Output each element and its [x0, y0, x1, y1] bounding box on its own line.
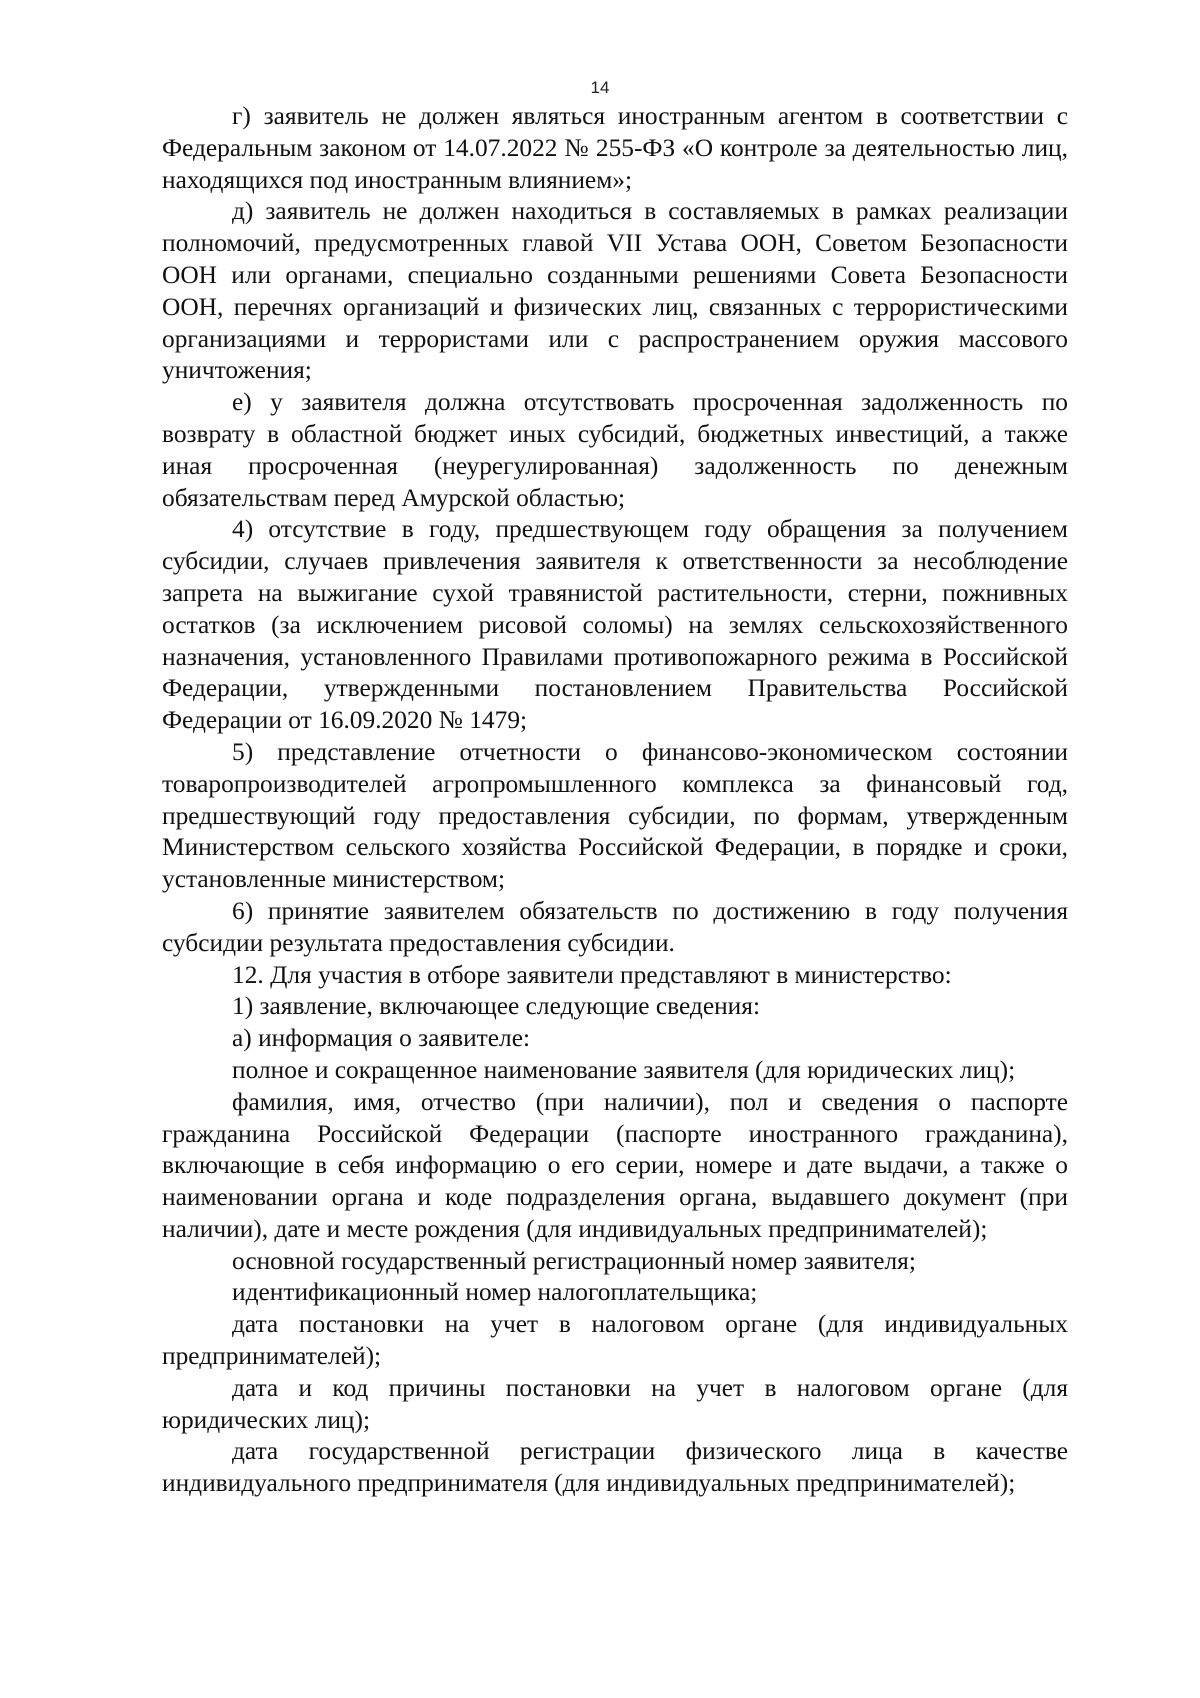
paragraph-kpp: дата и код причины постановки на учет в налоговом органе (для юридических лиц); [162, 1373, 1068, 1434]
paragraph-passport-details: фамилия, имя, отчество (при наличии), пол и сведения о паспорте гражданина Российской Федерации (паспорте иностранного гражданина), включающие в себя информацию о его серии, номере и дате выдачи, а также о наименовании органа и коде подразделения органа, выдавшего документ (при наличии), дате и месте рождения (для индивидуальных предпринимателей); [162, 1087, 1068, 1243]
paragraph-e-overdue-debt: е) у заявителя должна отсутствовать просроченная задолженность по возврату в областной бюджет иных субсидий, бюджетных инвестиций, а также иная просроченная (неурегулированная) задолженность по денежным обязательствам перед Амурской областью; [162, 388, 1068, 512]
paragraph-tax-registration-date: дата постановки на учет в налоговом органе (для индивидуальных предпринимателей); [162, 1310, 1068, 1371]
paragraph-full-name: полное и сокращенное наименование заявителя (для юридических лиц); [232, 1055, 1016, 1084]
paragraph-5-reporting: 5) представление отчетности о финансово-экономическом состоянии товаропроизводителей агропромышленного комплекса за финансовый год, предшествующий году предоставления субсидии, по формам, утвержденным Министерством сельского хозяйства Российской Федерации, в порядке и сроки, установленные министерством; [162, 737, 1068, 894]
paragraph-d-un-lists: д) заявитель не должен находиться в составляемых в рамках реализации полномочий, предусмотренных главой VII Устава ООН, Советом Безопасности ООН или органами, специально созданными решениями Совета Безопасности ООН, перечнях организаций и физических лиц, связанных с террористическими организациями и террористами или с распространением оружия массового уничтожения; [162, 197, 1068, 385]
paragraph-1-application: 1) заявление, включающее следующие сведения: [232, 992, 761, 1021]
paragraph-4-burning-ban: 4) отсутствие в году, предшествующем году обращения за получением субсидии, случаев привлечения заявителя к ответственности за несоблюдение запрета на выжигание сухой травянистой растительности, стерни, пожнивных остатков (за исключением рисовой соломы) на землях сельскохозяйственного назначения, установленного Правилами противопожарного режима в Российской Федерации, утвержденными постановлением Правительства Российской Федерации от 16.09.2020 № 1479; [162, 515, 1068, 735]
paragraph-6-obligations: 6) принятие заявителем обязательств по достижению в году получения субсидии результата предоставления субсидии. [162, 896, 1068, 957]
paragraph-ogrn: основной государственный регистрационный номер заявителя; [232, 1246, 916, 1275]
paragraph-state-registration-date: дата государственной регистрации физического лица в качестве индивидуального предпринимателя (для индивидуальных предпринимателей); [162, 1437, 1068, 1498]
document-body [162, 101, 1068, 1500]
paragraph-inn: идентификационный номер налогоплательщика; [232, 1278, 758, 1307]
paragraph-12-documents: 12. Для участия в отборе заявители представляют в министерство: [232, 960, 952, 989]
paragraph-a-applicant-info: а) информация о заявителе: [232, 1024, 531, 1053]
paragraph-g-foreign-agent: г) заявитель не должен являться иностранным агентом в соответствии с Федеральным законом от 14.07.2022 № 255-ФЗ «О контроле за деятельностью лиц, находящихся под иностранным влиянием»; [162, 102, 1068, 194]
page-number: 14 [590, 78, 610, 97]
